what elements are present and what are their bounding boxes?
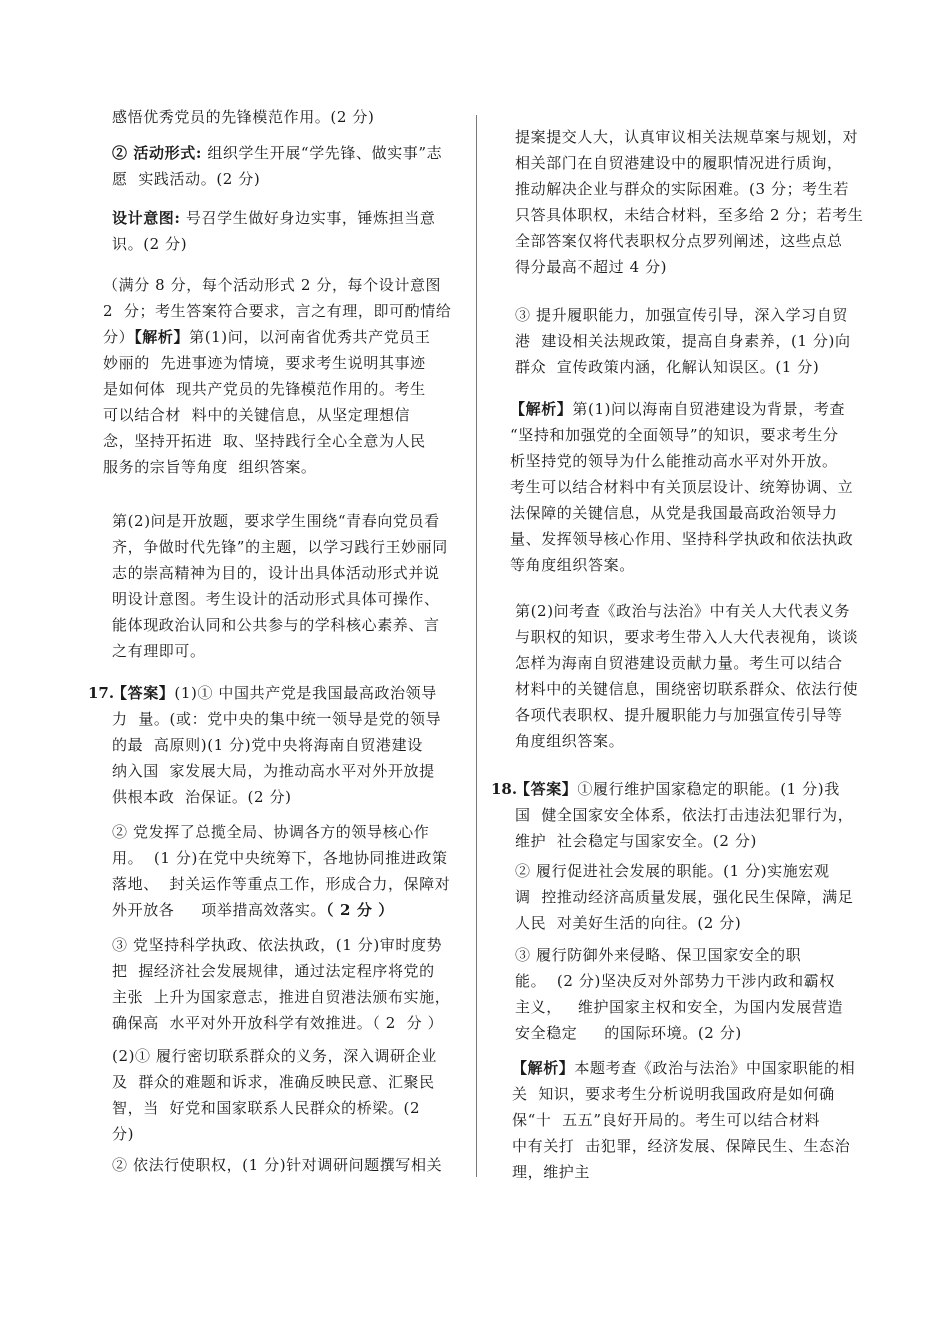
left-para-activity-form xyxy=(112,140,442,192)
right-analysis-label: 【解析】 xyxy=(510,400,573,418)
left-para-design-intent xyxy=(112,205,436,257)
right-para-1: 提案提交人大，认真审议相关法规草案与规划，对 相关部门在自贸港建设中的履职情况进行质询， 推动解决企业与群众的实际困难。(3 分；考生若 只答具体职权，未结合材料，至多给 2 分；若考生 全部答案仅将代表职权分点罗列阐述，这些点总 得分最高不超过 4 分) xyxy=(515,128,864,276)
q18-answer-label: 【答案】 xyxy=(515,780,578,798)
left-para-1: 感悟优秀党员的先锋模范作用。(2 分) xyxy=(112,108,375,126)
design-intent-text: 号召学生做好身边实事，锤炼担当意 识。(2 分) xyxy=(112,209,436,253)
question-17-number: 17. xyxy=(88,684,115,702)
right-para-analysis-1 xyxy=(510,396,853,578)
q18-analysis-text: 本题考查《政治与法治》中国家职能的相 关 知识，要求考生分析说明我国政府是如何确 保“十 五五”良好开局的。考生可以结合材料 中有关打 击犯罪，经济发展、保障民生、生态治 理，维护主 xyxy=(512,1059,856,1181)
q17-answer-part2-1: (2)① 履行密切联系群众的义务，深入调研企业 及 群众的难题和诉求，准确反映民意、汇聚民 智，当 好党和国家联系人民群众的桥梁。(2 分) xyxy=(112,1047,437,1143)
q18-answer-1 xyxy=(515,776,853,854)
activity-form-text: 组织学生开展“学先锋、做实事”志 愿 实践活动。(2 分) xyxy=(112,144,443,188)
design-intent-label: 设计意图: xyxy=(112,209,181,227)
q18-answer-2: ② 履行促进社会发展的职能。(1 分)实施宏观 调 控推动经济高质量发展，强化民生保障，满足 人民 对美好生活的向往。(2 分) xyxy=(515,862,854,932)
q17-answer-label: 【答案】 xyxy=(112,684,175,702)
right-para-2: ③ 提升履职能力，加强宣传引导，深入学习自贸 港 建设相关法规政策，提高自身素养，(1 分)向 群众 宣传政策内涵，化解认知误区。(1 分) xyxy=(515,306,851,376)
q17-answer-part2-2: ② 依法行使职权，(1 分)针对调研问题撰写相关 xyxy=(112,1156,443,1174)
question-18-number: 18. xyxy=(491,780,518,798)
right-para-analysis-2: 第(2)问考查《政治与法治》中有关人大代表义务 与职权的知识，要求考生带入人大代表视角，谈谈 怎样为海南自贸港建设贡献力量。考生可以结合 材料中的关键信息，围绕密切联系群众、依法行使 各项代表职权、提升履职能力与加强宣传引导等 角度组织答案。 xyxy=(515,602,859,750)
q17-answer-2 xyxy=(112,819,450,923)
q18-analysis-label: 【解析】 xyxy=(512,1059,575,1077)
q17-answer-3: ③ 党坚持科学执政、依法执政，(1 分)审时度势 把 握经济社会发展规律，通过法定程序将党的 主张 上升为国家意志，推进自贸港法颁布实施， 确保高 水平对外开放科学有效推进。（ 2 分 ） xyxy=(112,936,451,1032)
q18-answer-3: ③ 履行防御外来侵略、保卫国家安全的职 能。 (2 分)坚决反对外部势力干涉内政和霸权 主义， 维护国家主权和安全，为国内发展营造 安全稳定 的国际环境。(2 分) xyxy=(515,946,844,1042)
left-para-scoring-analysis xyxy=(103,272,451,480)
q17-answer-2-score: （ 2 分 ） xyxy=(326,901,394,919)
q17-answer-1 xyxy=(112,680,441,810)
left-para-q2-analysis: 第(2)问是开放题，要求学生围绕“青春向党员看 齐，争做时代先锋”的主题，以学习践行王妙丽同 志的崇高精神为目的，设计出具体活动形式并说 明设计意图。考生设计的活动形式具体可操作、 能体现政治认同和公共参与的学科核心素养、言 之有理即可。 xyxy=(112,512,448,660)
scoring-note: （满分 8 分，每个活动形式 2 分，每个设计意图 2 分；考生答案符合要求，言之有理，即可酌情给 分） xyxy=(103,276,452,346)
analysis-text: 第(1)问，以河南省优秀共产党员王 妙丽的 先进事迹为情境，要求考生说明其事迹 是如何体 现共产党员的先锋模范作用的。考生 可以结合材 料中的关键信息，从坚定理想信 念，坚持开拓进 取、坚持践行全心全意为人民 服务的宗旨等角度 组织答案。 xyxy=(103,328,431,476)
q18-answer-1-text: ①履行维护国家稳定的职能。(1 分)我 国 健全国家安全体系，依法打击违法犯罪行为， 维护 社会稳定与国家安全。(2 分) xyxy=(515,780,854,850)
right-analysis-text: 第(1)问以海南自贸港建设为背景，考查 “坚持和加强党的全面领导”的知识，要求考生分 析坚持党的领导为什么能推动高水平对外开放。 考生可以结合材料中有关顶层设计、统筹协调、立 法保障的关键信息，从党是我国最高政治领导力 量、发挥领导核心作用、坚持科学执政和依法执政 等角度组织答案。 xyxy=(510,400,854,574)
activity-form-label: ② 活动形式: xyxy=(112,144,202,162)
q17-answer-2-text: ② 党发挥了总揽全局、协调各方的领导核心作 用。 (1 分)在党中央统筹下，各地协同推进政策 落地、 封关运作等重点工作，形成合力，保障对 外开放各 项举措高效落实。 xyxy=(112,823,451,919)
analysis-label: 【解析】 xyxy=(134,328,190,346)
q18-analysis xyxy=(512,1055,855,1185)
column-divider xyxy=(476,115,477,1177)
q17-answer-1-text: (1)① 中国共产党是我国最高政治领导 力 量。(或：党中央的集中统一领导是党的领导 的最 高原则)(1 分)党中央将海南自贸港建设 纳入国 家发展大局，为推动高水平对外开放提 供根本政 治保证。(2 分) xyxy=(112,684,442,806)
